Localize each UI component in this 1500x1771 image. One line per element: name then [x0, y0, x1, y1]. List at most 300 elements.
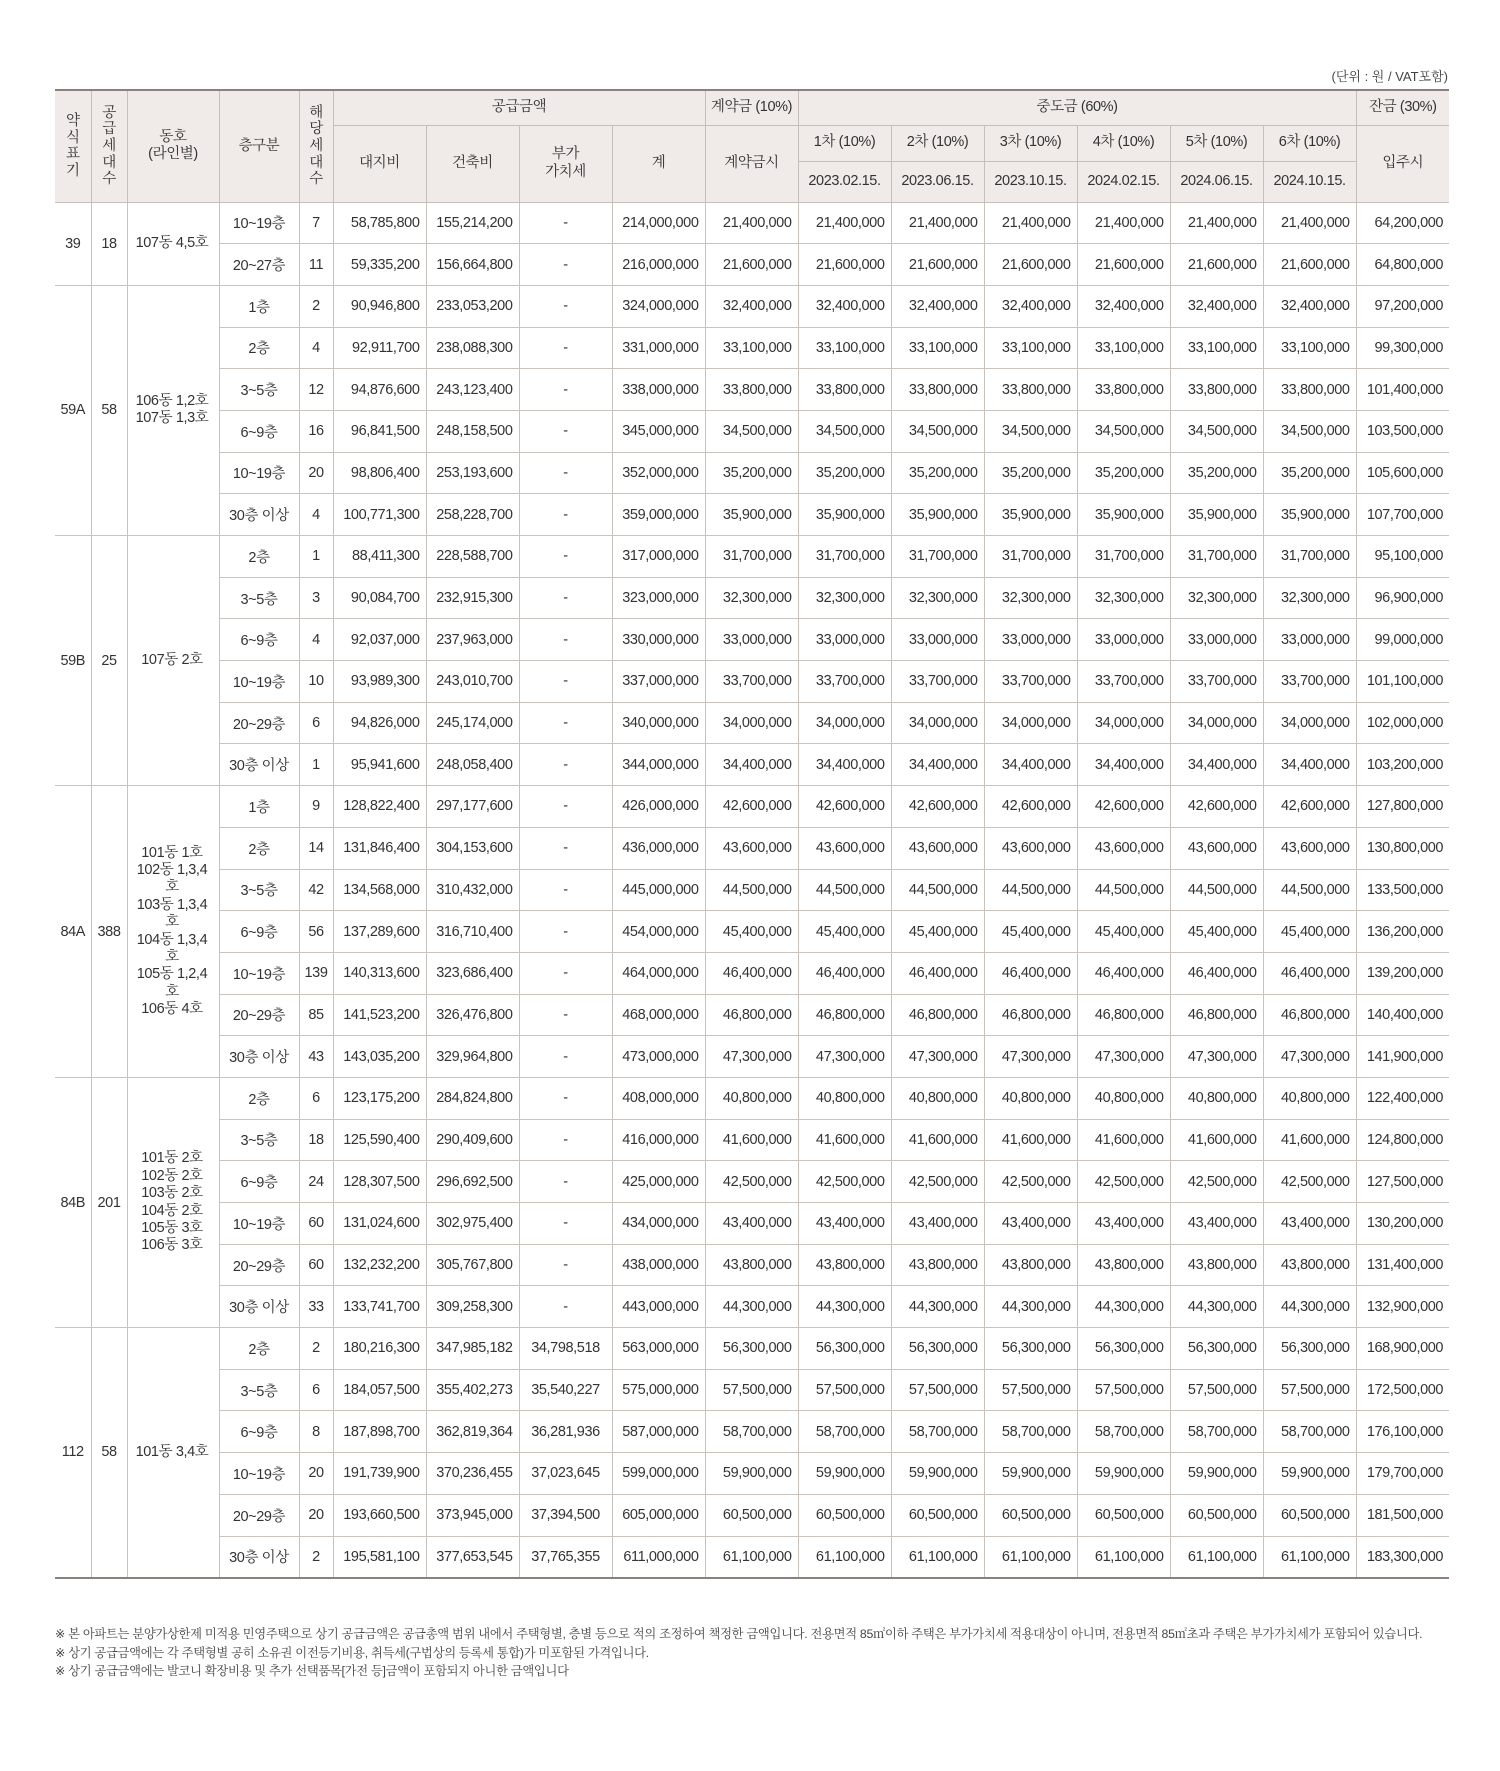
table-row — [55, 1369, 1449, 1411]
dong-line: 106동 4호 — [141, 1001, 203, 1018]
middle-payment-cell: 34,000,000 — [798, 702, 891, 744]
count-cell: 60 — [299, 1244, 333, 1286]
middle-payment-cell: 32,400,000 — [1170, 285, 1263, 327]
middle-payment-cell: 31,700,000 — [1077, 536, 1170, 578]
vat-cell: - — [519, 202, 612, 244]
floor-cell: 30층 이상 — [219, 744, 299, 786]
floor-cell: 10~19층 — [219, 952, 299, 994]
table-row — [55, 911, 1449, 953]
building-cell: 310,432,000 — [426, 869, 519, 911]
table-row — [55, 827, 1449, 869]
middle-payment-cell: 40,800,000 — [1077, 1077, 1170, 1119]
dong-cell — [127, 202, 219, 285]
vat-cell: - — [519, 827, 612, 869]
count-cell: 7 — [299, 202, 333, 244]
floor-cell: 3~5층 — [219, 577, 299, 619]
middle-payment-cell: 33,000,000 — [1077, 619, 1170, 661]
deposit-cell: 35,900,000 — [705, 494, 798, 536]
land-cell: 59,335,200 — [333, 244, 426, 286]
dong-line: 104동 1,3,4호 — [136, 931, 208, 965]
middle-payment-cell: 33,700,000 — [1077, 661, 1170, 703]
dong-line: 107동 4,5호 — [135, 234, 209, 251]
count-cell: 6 — [299, 1369, 333, 1411]
table-row — [55, 994, 1449, 1036]
balance-cell: 132,900,000 — [1356, 1286, 1449, 1328]
middle-payment-cell: 33,100,000 — [1077, 327, 1170, 369]
header-d2: 2023.06.15. — [891, 161, 984, 202]
deposit-cell: 21,400,000 — [705, 202, 798, 244]
middle-payment-cell: 34,500,000 — [891, 410, 984, 452]
middle-payment-cell: 33,000,000 — [891, 619, 984, 661]
header-m5: 5차 (10%) — [1170, 125, 1263, 161]
vat-cell: - — [519, 369, 612, 411]
middle-payment-cell: 34,000,000 — [1170, 702, 1263, 744]
middle-payment-cell: 21,600,000 — [798, 244, 891, 286]
middle-payment-cell: 46,400,000 — [798, 952, 891, 994]
building-cell: 258,228,700 — [426, 494, 519, 536]
deposit-cell: 60,500,000 — [705, 1494, 798, 1536]
middle-payment-cell: 46,800,000 — [1170, 994, 1263, 1036]
table-row — [55, 786, 1449, 828]
header-m3: 3차 (10%) — [984, 125, 1077, 161]
balance-cell: 179,700,000 — [1356, 1453, 1449, 1495]
deposit-cell: 42,600,000 — [705, 786, 798, 828]
balance-cell: 96,900,000 — [1356, 577, 1449, 619]
total-cell: 473,000,000 — [612, 1036, 705, 1078]
middle-payment-cell: 47,300,000 — [984, 1036, 1077, 1078]
middle-payment-cell: 40,800,000 — [1263, 1077, 1356, 1119]
dong-line: 102동 1,3,4호 — [136, 861, 208, 896]
header-m2: 2차 (10%) — [891, 125, 984, 161]
total-cell: 337,000,000 — [612, 661, 705, 703]
middle-payment-cell: 57,500,000 — [1077, 1369, 1170, 1411]
count-cell: 14 — [299, 827, 333, 869]
table-row — [55, 661, 1449, 703]
middle-payment-cell: 60,500,000 — [1077, 1494, 1170, 1536]
table-row — [55, 1453, 1449, 1495]
floor-cell: 6~9층 — [219, 1411, 299, 1453]
footnotes — [55, 1625, 1475, 1681]
table-row — [55, 1286, 1449, 1328]
count-cell: 33 — [299, 1286, 333, 1328]
balance-cell: 133,500,000 — [1356, 869, 1449, 911]
vat-cell: - — [519, 1036, 612, 1078]
land-cell: 94,826,000 — [333, 702, 426, 744]
land-cell: 143,035,200 — [333, 1036, 426, 1078]
middle-payment-cell: 33,700,000 — [984, 661, 1077, 703]
balance-cell: 124,800,000 — [1356, 1119, 1449, 1161]
deposit-cell: 33,000,000 — [705, 619, 798, 661]
count-cell: 20 — [299, 452, 333, 494]
total-cell: 340,000,000 — [612, 702, 705, 744]
middle-payment-cell: 43,800,000 — [1263, 1244, 1356, 1286]
land-cell: 94,876,600 — [333, 369, 426, 411]
balance-cell: 64,200,000 — [1356, 202, 1449, 244]
total-cell: 605,000,000 — [612, 1494, 705, 1536]
count-cell: 24 — [299, 1161, 333, 1203]
vat-cell: - — [519, 661, 612, 703]
count-cell: 20 — [299, 1494, 333, 1536]
building-cell: 305,767,800 — [426, 1244, 519, 1286]
floor-cell: 6~9층 — [219, 619, 299, 661]
middle-payment-cell: 44,500,000 — [891, 869, 984, 911]
balance-cell: 136,200,000 — [1356, 911, 1449, 953]
middle-payment-cell: 31,700,000 — [1170, 536, 1263, 578]
vat-cell: - — [519, 1077, 612, 1119]
middle-payment-cell: 35,900,000 — [798, 494, 891, 536]
floor-cell: 3~5층 — [219, 1369, 299, 1411]
count-cell: 1 — [299, 536, 333, 578]
floor-cell: 10~19층 — [219, 661, 299, 703]
count-cell: 8 — [299, 1411, 333, 1453]
middle-payment-cell: 46,400,000 — [984, 952, 1077, 994]
middle-payment-cell: 32,300,000 — [984, 577, 1077, 619]
balance-cell: 127,500,000 — [1356, 1161, 1449, 1203]
total-cell: 443,000,000 — [612, 1286, 705, 1328]
vat-cell: - — [519, 285, 612, 327]
type-cell: 84B — [55, 1077, 91, 1327]
middle-payment-cell: 21,600,000 — [1077, 244, 1170, 286]
land-cell: 187,898,700 — [333, 1411, 426, 1453]
count-cell: 4 — [299, 327, 333, 369]
middle-payment-cell: 33,000,000 — [984, 619, 1077, 661]
middle-payment-cell: 61,100,000 — [891, 1536, 984, 1578]
land-cell: 191,739,900 — [333, 1453, 426, 1495]
count-cell: 43 — [299, 1036, 333, 1078]
header-building: 건축비 — [426, 125, 519, 202]
header-balance: 잔금 (30%) — [1356, 90, 1449, 125]
floor-cell: 2층 — [219, 327, 299, 369]
middle-payment-cell: 34,000,000 — [1263, 702, 1356, 744]
middle-payment-cell: 44,300,000 — [984, 1286, 1077, 1328]
floor-cell: 10~19층 — [219, 1203, 299, 1245]
count-cell: 3 — [299, 577, 333, 619]
table-row — [55, 244, 1449, 286]
table-row — [55, 369, 1449, 411]
middle-payment-cell: 57,500,000 — [1263, 1369, 1356, 1411]
middle-payment-cell: 34,400,000 — [891, 744, 984, 786]
deposit-cell: 34,400,000 — [705, 744, 798, 786]
vat-cell: 34,798,518 — [519, 1328, 612, 1370]
vat-cell: 37,765,355 — [519, 1536, 612, 1578]
vat-cell: - — [519, 536, 612, 578]
middle-payment-cell: 44,300,000 — [798, 1286, 891, 1328]
middle-payment-cell: 31,700,000 — [984, 536, 1077, 578]
middle-payment-cell: 58,700,000 — [984, 1411, 1077, 1453]
dong-cell — [127, 786, 219, 1078]
deposit-cell: 33,100,000 — [705, 327, 798, 369]
building-cell: 323,686,400 — [426, 952, 519, 994]
total-cell: 426,000,000 — [612, 786, 705, 828]
table-row — [55, 202, 1449, 244]
balance-cell: 103,500,000 — [1356, 410, 1449, 452]
land-cell: 193,660,500 — [333, 1494, 426, 1536]
middle-payment-cell: 21,600,000 — [984, 244, 1077, 286]
dong-line: 107동 2호 — [141, 651, 203, 668]
deposit-cell: 43,600,000 — [705, 827, 798, 869]
header-balance-when: 입주시 — [1356, 125, 1449, 202]
floor-cell: 30층 이상 — [219, 1536, 299, 1578]
balance-cell: 95,100,000 — [1356, 536, 1449, 578]
middle-payment-cell: 43,800,000 — [1170, 1244, 1263, 1286]
deposit-cell: 57,500,000 — [705, 1369, 798, 1411]
total-cell: 434,000,000 — [612, 1203, 705, 1245]
table-row — [55, 744, 1449, 786]
middle-payment-cell: 42,500,000 — [1170, 1161, 1263, 1203]
land-cell: 88,411,300 — [333, 536, 426, 578]
total-cell: 563,000,000 — [612, 1328, 705, 1370]
type-cell: 84A — [55, 786, 91, 1078]
deposit-cell: 34,500,000 — [705, 410, 798, 452]
dong-line: 103동 1,3,4호 — [136, 896, 208, 931]
middle-payment-cell: 44,500,000 — [798, 869, 891, 911]
table-row — [55, 1411, 1449, 1453]
total-cell: 587,000,000 — [612, 1411, 705, 1453]
building-cell: 362,819,364 — [426, 1411, 519, 1453]
deposit-cell: 21,600,000 — [705, 244, 798, 286]
count-cell: 10 — [299, 661, 333, 703]
table-row — [55, 1244, 1449, 1286]
middle-payment-cell: 35,200,000 — [891, 452, 984, 494]
middle-payment-cell: 43,800,000 — [984, 1244, 1077, 1286]
header-households: 공 급 세 대 수 — [91, 90, 127, 202]
balance-cell: 168,900,000 — [1356, 1328, 1449, 1370]
vat-cell: 36,281,936 — [519, 1411, 612, 1453]
middle-payment-cell: 58,700,000 — [1170, 1411, 1263, 1453]
middle-payment-cell: 44,300,000 — [1170, 1286, 1263, 1328]
land-cell: 133,741,700 — [333, 1286, 426, 1328]
middle-payment-cell: 59,900,000 — [798, 1453, 891, 1495]
middle-payment-cell: 33,700,000 — [1170, 661, 1263, 703]
middle-payment-cell: 46,400,000 — [891, 952, 984, 994]
floor-cell: 2층 — [219, 536, 299, 578]
vat-cell: - — [519, 702, 612, 744]
middle-payment-cell: 42,600,000 — [1170, 786, 1263, 828]
balance-cell: 103,200,000 — [1356, 744, 1449, 786]
deposit-cell: 47,300,000 — [705, 1036, 798, 1078]
middle-payment-cell: 35,900,000 — [984, 494, 1077, 536]
middle-payment-cell: 21,400,000 — [798, 202, 891, 244]
total-cell: 352,000,000 — [612, 452, 705, 494]
floor-cell: 30층 이상 — [219, 494, 299, 536]
balance-cell: 131,400,000 — [1356, 1244, 1449, 1286]
households-cell: 58 — [91, 285, 127, 535]
middle-payment-cell: 33,700,000 — [1263, 661, 1356, 703]
middle-payment-cell: 58,700,000 — [798, 1411, 891, 1453]
middle-payment-cell: 21,400,000 — [1263, 202, 1356, 244]
dong-line: 104동 2호 — [141, 1202, 203, 1219]
header-total: 계 — [612, 125, 705, 202]
building-cell: 243,010,700 — [426, 661, 519, 703]
deposit-cell: 61,100,000 — [705, 1536, 798, 1578]
footnote: ※ 상기 공급금액에는 발코니 확장비용 및 추가 선택품목[가전 등]금액이 포함되지 아니한 금액입니다 — [55, 1664, 569, 1678]
header-d6: 2024.10.15. — [1263, 161, 1356, 202]
vat-cell: - — [519, 911, 612, 953]
deposit-cell: 32,400,000 — [705, 285, 798, 327]
count-cell: 4 — [299, 494, 333, 536]
total-cell: 345,000,000 — [612, 410, 705, 452]
middle-payment-cell: 59,900,000 — [1170, 1453, 1263, 1495]
middle-payment-cell: 44,300,000 — [891, 1286, 984, 1328]
middle-payment-cell: 34,000,000 — [984, 702, 1077, 744]
deposit-cell: 32,300,000 — [705, 577, 798, 619]
floor-cell: 2층 — [219, 1328, 299, 1370]
middle-payment-cell: 35,900,000 — [1077, 494, 1170, 536]
middle-payment-cell: 57,500,000 — [798, 1369, 891, 1411]
middle-payment-cell: 44,500,000 — [984, 869, 1077, 911]
middle-payment-cell: 58,700,000 — [891, 1411, 984, 1453]
vat-cell: - — [519, 1203, 612, 1245]
building-cell: 248,158,500 — [426, 410, 519, 452]
middle-payment-cell: 21,400,000 — [891, 202, 984, 244]
land-cell: 92,911,700 — [333, 327, 426, 369]
count-cell: 56 — [299, 911, 333, 953]
deposit-cell: 44,500,000 — [705, 869, 798, 911]
middle-payment-cell: 33,800,000 — [1170, 369, 1263, 411]
dong-line: 102동 2호 — [141, 1167, 203, 1184]
floor-cell: 3~5층 — [219, 1119, 299, 1161]
count-cell: 1 — [299, 744, 333, 786]
middle-payment-cell: 34,000,000 — [891, 702, 984, 744]
table-header — [55, 90, 1449, 202]
balance-cell: 97,200,000 — [1356, 285, 1449, 327]
land-cell: 128,307,500 — [333, 1161, 426, 1203]
floor-cell: 6~9층 — [219, 1161, 299, 1203]
middle-payment-cell: 34,400,000 — [1170, 744, 1263, 786]
households-cell: 388 — [91, 786, 127, 1078]
middle-payment-cell: 46,800,000 — [1077, 994, 1170, 1036]
header-supply: 공급금액 — [333, 90, 705, 125]
table-row — [55, 1161, 1449, 1203]
middle-payment-cell: 41,600,000 — [1170, 1119, 1263, 1161]
middle-payment-cell: 21,600,000 — [1263, 244, 1356, 286]
dong-line: 105동 3호 — [141, 1219, 203, 1236]
middle-payment-cell: 43,400,000 — [1263, 1203, 1356, 1245]
balance-cell: 176,100,000 — [1356, 1411, 1449, 1453]
deposit-cell: 44,300,000 — [705, 1286, 798, 1328]
total-cell: 425,000,000 — [612, 1161, 705, 1203]
middle-payment-cell: 43,600,000 — [891, 827, 984, 869]
table-row — [55, 702, 1449, 744]
land-cell: 96,841,500 — [333, 410, 426, 452]
total-cell: 359,000,000 — [612, 494, 705, 536]
table-row — [55, 285, 1449, 327]
total-cell: 331,000,000 — [612, 327, 705, 369]
balance-cell: 181,500,000 — [1356, 1494, 1449, 1536]
building-cell: 228,588,700 — [426, 536, 519, 578]
count-cell: 2 — [299, 1328, 333, 1370]
header-count: 해 당 세 대 수 — [299, 90, 333, 202]
middle-payment-cell: 31,700,000 — [798, 536, 891, 578]
table-row — [55, 1536, 1449, 1578]
land-cell: 125,590,400 — [333, 1119, 426, 1161]
vat-cell: - — [519, 327, 612, 369]
middle-payment-cell: 43,600,000 — [1170, 827, 1263, 869]
middle-payment-cell: 61,100,000 — [1077, 1536, 1170, 1578]
middle-payment-cell: 42,600,000 — [798, 786, 891, 828]
building-cell: 329,964,800 — [426, 1036, 519, 1078]
balance-cell: 183,300,000 — [1356, 1536, 1449, 1578]
middle-payment-cell: 61,100,000 — [1170, 1536, 1263, 1578]
floor-cell: 20~29층 — [219, 994, 299, 1036]
building-cell: 373,945,000 — [426, 1494, 519, 1536]
middle-payment-cell: 45,400,000 — [1170, 911, 1263, 953]
building-cell: 370,236,455 — [426, 1453, 519, 1495]
floor-cell: 1층 — [219, 285, 299, 327]
building-cell: 237,963,000 — [426, 619, 519, 661]
table-row — [55, 536, 1449, 578]
middle-payment-cell: 32,400,000 — [1263, 285, 1356, 327]
deposit-cell: 31,700,000 — [705, 536, 798, 578]
middle-payment-cell: 40,800,000 — [891, 1077, 984, 1119]
middle-payment-cell: 43,600,000 — [1263, 827, 1356, 869]
middle-payment-cell: 35,200,000 — [1170, 452, 1263, 494]
middle-payment-cell: 46,800,000 — [984, 994, 1077, 1036]
balance-cell: 122,400,000 — [1356, 1077, 1449, 1119]
total-cell: 575,000,000 — [612, 1369, 705, 1411]
middle-payment-cell: 40,800,000 — [984, 1077, 1077, 1119]
table-row — [55, 1077, 1449, 1119]
type-cell: 59A — [55, 285, 91, 535]
land-cell: 100,771,300 — [333, 494, 426, 536]
deposit-cell: 43,400,000 — [705, 1203, 798, 1245]
middle-payment-cell: 43,400,000 — [798, 1203, 891, 1245]
middle-payment-cell: 59,900,000 — [1263, 1453, 1356, 1495]
deposit-cell: 42,500,000 — [705, 1161, 798, 1203]
count-cell: 11 — [299, 244, 333, 286]
deposit-cell: 46,400,000 — [705, 952, 798, 994]
floor-cell: 2층 — [219, 1077, 299, 1119]
middle-payment-cell: 44,500,000 — [1077, 869, 1170, 911]
deposit-cell: 33,800,000 — [705, 369, 798, 411]
middle-payment-cell: 21,400,000 — [1170, 202, 1263, 244]
vat-cell: - — [519, 619, 612, 661]
middle-payment-cell: 57,500,000 — [1170, 1369, 1263, 1411]
balance-cell: 64,800,000 — [1356, 244, 1449, 286]
vat-cell: - — [519, 1286, 612, 1328]
land-cell: 95,941,600 — [333, 744, 426, 786]
middle-payment-cell: 33,000,000 — [798, 619, 891, 661]
balance-cell: 102,000,000 — [1356, 702, 1449, 744]
building-cell: 253,193,600 — [426, 452, 519, 494]
middle-payment-cell: 43,800,000 — [798, 1244, 891, 1286]
floor-cell: 2층 — [219, 827, 299, 869]
households-cell: 201 — [91, 1077, 127, 1327]
floor-cell: 3~5층 — [219, 369, 299, 411]
balance-cell: 140,400,000 — [1356, 994, 1449, 1036]
deposit-cell: 40,800,000 — [705, 1077, 798, 1119]
balance-cell: 141,900,000 — [1356, 1036, 1449, 1078]
middle-payment-cell: 44,500,000 — [1170, 869, 1263, 911]
total-cell: 445,000,000 — [612, 869, 705, 911]
middle-payment-cell: 33,100,000 — [984, 327, 1077, 369]
table-row — [55, 952, 1449, 994]
land-cell: 98,806,400 — [333, 452, 426, 494]
dong-cell — [127, 1328, 219, 1578]
dong-line: 101동 2호 — [141, 1150, 203, 1167]
dong-line: 101동 3,4호 — [135, 1443, 209, 1460]
middle-payment-cell: 34,400,000 — [1077, 744, 1170, 786]
land-cell: 128,822,400 — [333, 786, 426, 828]
middle-payment-cell: 34,000,000 — [1077, 702, 1170, 744]
vat-cell: - — [519, 1161, 612, 1203]
middle-payment-cell: 56,300,000 — [891, 1328, 984, 1370]
middle-payment-cell: 44,300,000 — [1263, 1286, 1356, 1328]
middle-payment-cell: 61,100,000 — [1263, 1536, 1356, 1578]
count-cell: 6 — [299, 702, 333, 744]
middle-payment-cell: 56,300,000 — [1263, 1328, 1356, 1370]
dong-line: 103동 2호 — [141, 1185, 203, 1202]
